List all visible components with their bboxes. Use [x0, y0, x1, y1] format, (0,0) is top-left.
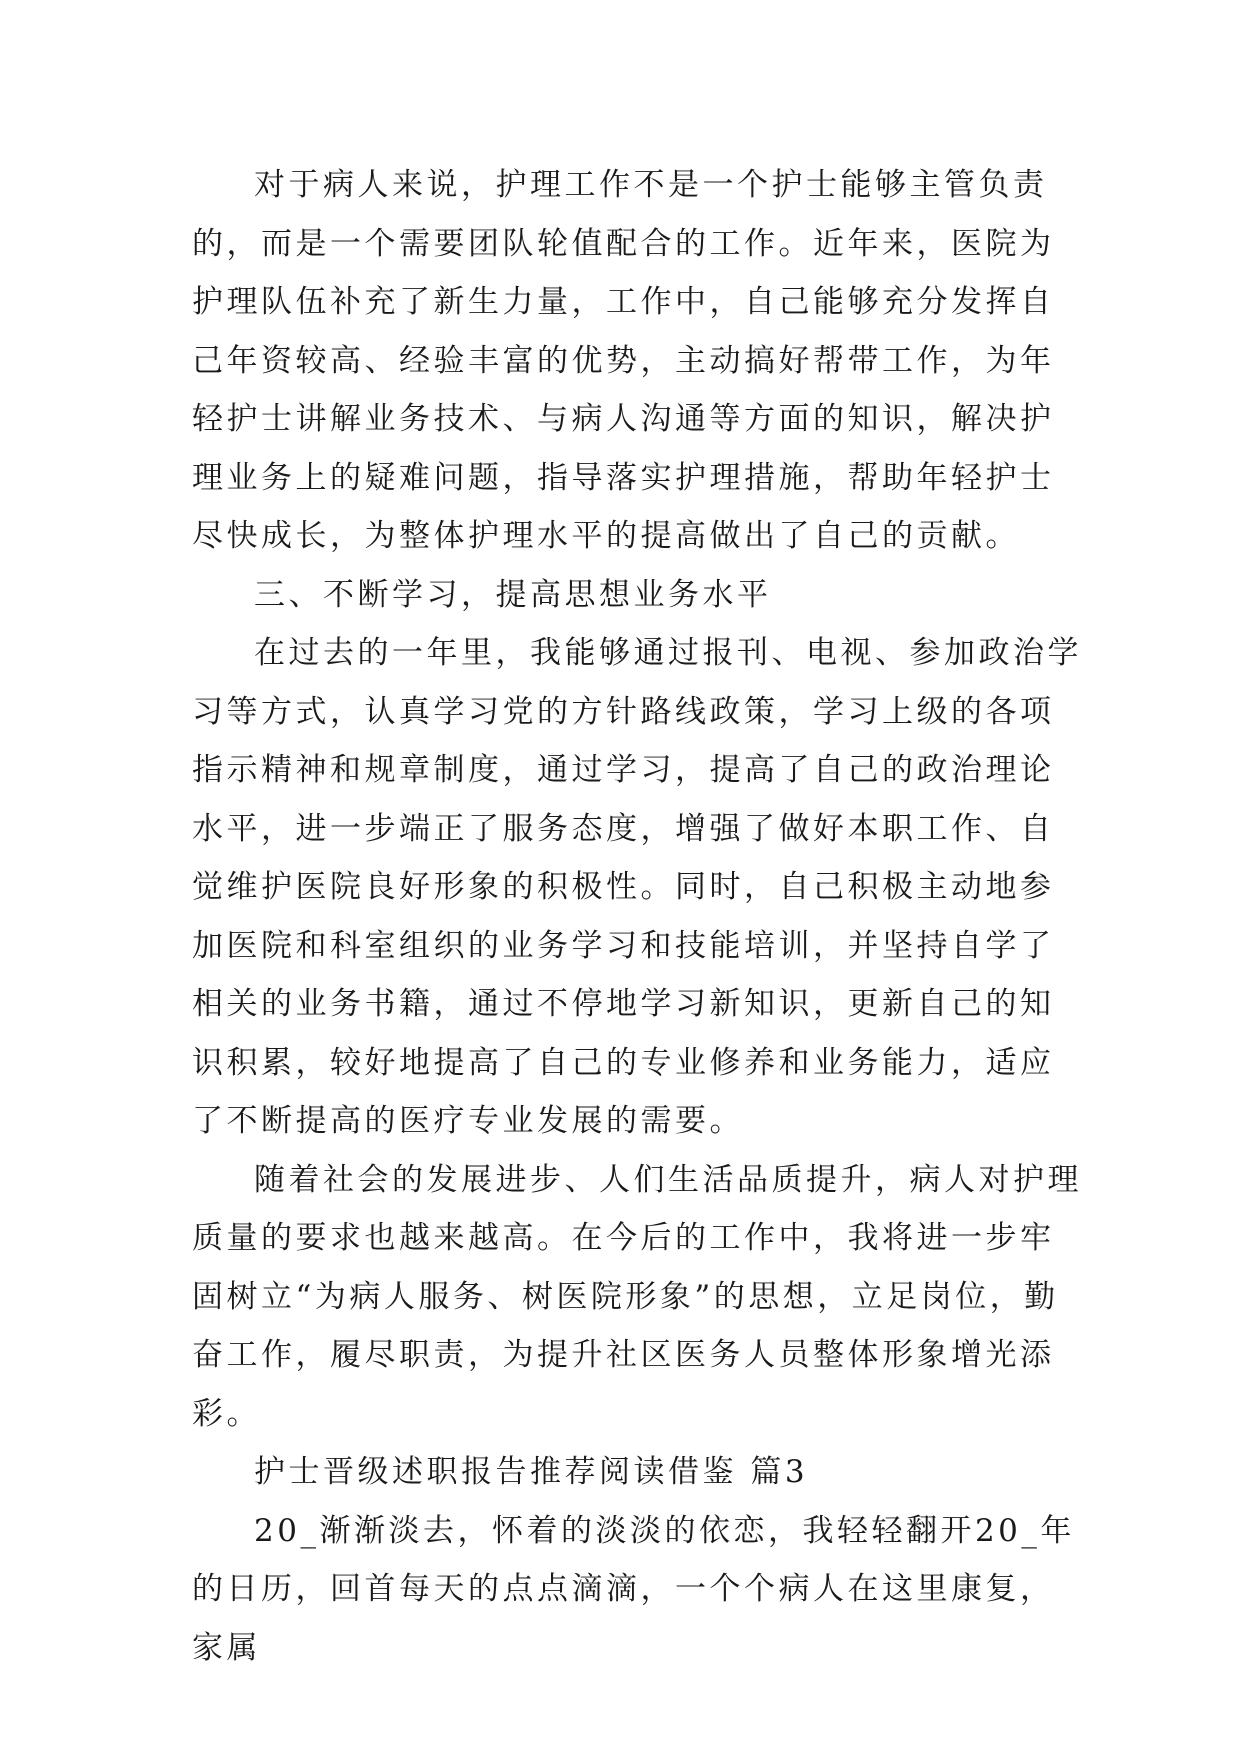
paragraph-future-goals: 随着社会的发展进步、人们生活品质提升，病人对护理质量的要求也越来越高。在今后的工作中，我将进一步牢固树立“为病人服务、树医院形象”的思想，立足岗位，勤奋工作，履尽职责，为提升社区医务人员整体形象增光添彩。 — [192, 1161, 1082, 1432]
paragraph-political-study: 在过去的一年里，我能够通过报刊、电视、参加政治学习等方式，认真学习党的方针路线政策，学习上级的各项指示精神和规章制度，通过学习，提高了自己的政治理论水平，进一步端正了服务态度，增强了做好本职工作、自觉维护医院良好形象的积极性。同时，自己积极主动地参加医院和科室组织的业务学习和技能培训，并坚持自学了相关的业务书籍，通过不停地学习新知识，更新自己的知识积累，较好地提高了自己的专业修养和业务能力，适应了不断提高的医疗专业发展的需要。 — [192, 635, 1082, 1139]
paragraph-year-review: 20_渐渐淡去，怀着的淡淡的依恋，我轻轻翻开20_年的日历，回首每天的点点滴滴，一个个病人在这里康复，家属 — [192, 1512, 1075, 1666]
paragraph-nursing-teamwork: 对于病人来说，护理工作不是一个护士能够主管负责的，而是一个需要团队轮值配合的工作。近年来，医院为护理队伍补充了新生力量，工作中，自己能够充分发挥自己年资较高、经验丰富的优势，主动搞好帮带工作，为年轻护士讲解业务技术、与病人沟通等方面的知识，解决护理业务上的疑难问题，指导落实护理措施，帮助年轻护士尽快成长，为整体护理水平的提高做出了自己的贡献。 — [192, 167, 1055, 554]
section-heading-study: 三、不断学习，提高思想业务水平 — [254, 576, 772, 613]
document-body — [192, 156, 1082, 1677]
section-heading-article-3: 护士晋级述职报告推荐阅读借鉴 篇3 — [254, 1454, 809, 1490]
